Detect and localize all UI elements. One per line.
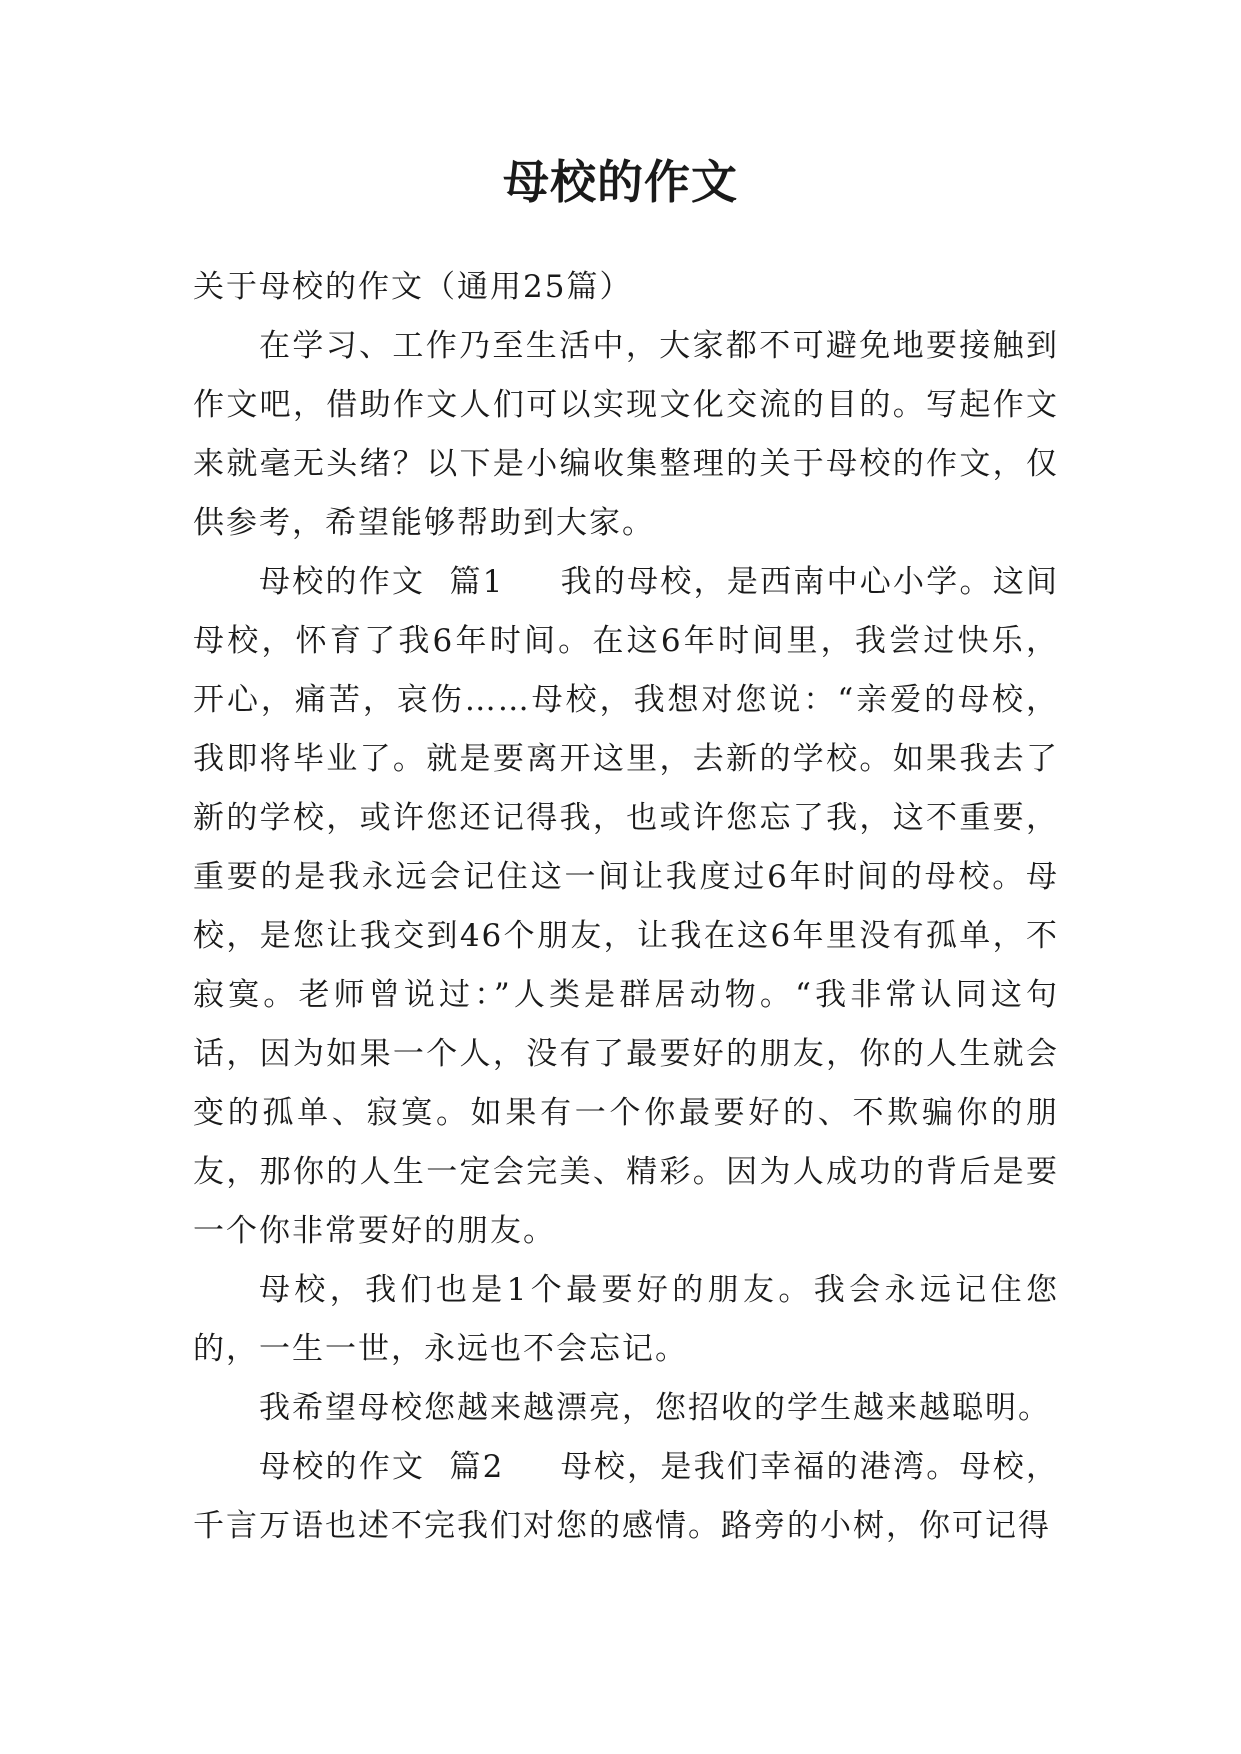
document-body xyxy=(193,258,1059,1556)
essay-1-heading: 母校的作文 xyxy=(259,564,426,600)
document-subtitle: 关于母校的作文（通用25篇） xyxy=(193,269,633,305)
essay-1-first-paragraph xyxy=(193,553,1059,1261)
essay-1-paragraph-3: 我希望母校您越来越漂亮，您招收的学生越来越聪明。 xyxy=(259,1390,1051,1426)
document-title: 母校的作文 xyxy=(503,155,738,209)
essay-2-heading: 母校的作文 xyxy=(259,1449,426,1485)
essay-2-number: 篇2 xyxy=(449,1449,505,1485)
essay-1-paragraph-1: 我的母校，是西南中心小学。这间母校，怀育了我6年时间。在这6年时间里，我尝过快乐，开心，痛苦，哀伤……母校，我想对您说：“亲爱的母校，我即将毕业了。就是要离开这里，去新的学校。如果我去了新的学校，或许您还记得我，也或许您忘了我，这不重要，重要的是我永远会记住这一间让我度过6年时间的母校。母校，是您让我交到46个朋友，让我在这6年里没有孤单，不寂寞。老师曾说过：”人类是群居动物。“我非常认同这句话，因为如果一个人，没有了最要好的朋友，你的人生就会变的孤单、寂寞。如果有一个你最要好的、不欺骗你的朋友，那你的人生一定会完美、精彩。因为人成功的背后是要一个你非常要好的朋友。 xyxy=(193,564,1059,1249)
essay-1-paragraph-2: 母校，我们也是1个最要好的朋友。我会永远记住您的，一生一世，永远也不会忘记。 xyxy=(193,1272,1059,1367)
essay-2-paragraph-1: 母校，是我们幸福的港湾。母校，千言万语也述不完我们对您的感情。路旁的小树，你可记得 xyxy=(193,1449,1059,1544)
essay-2-first-paragraph xyxy=(193,1438,1059,1556)
essay-1-number: 篇1 xyxy=(449,564,505,600)
intro-paragraph: 在学习、工作乃至生活中，大家都不可避免地要接触到作文吧，借助作文人们可以实现文化交流的目的。写起作文来就毫无头绪？以下是小编收集整理的关于母校的作文，仅供参考，希望能够帮助到大家。 xyxy=(193,328,1059,541)
